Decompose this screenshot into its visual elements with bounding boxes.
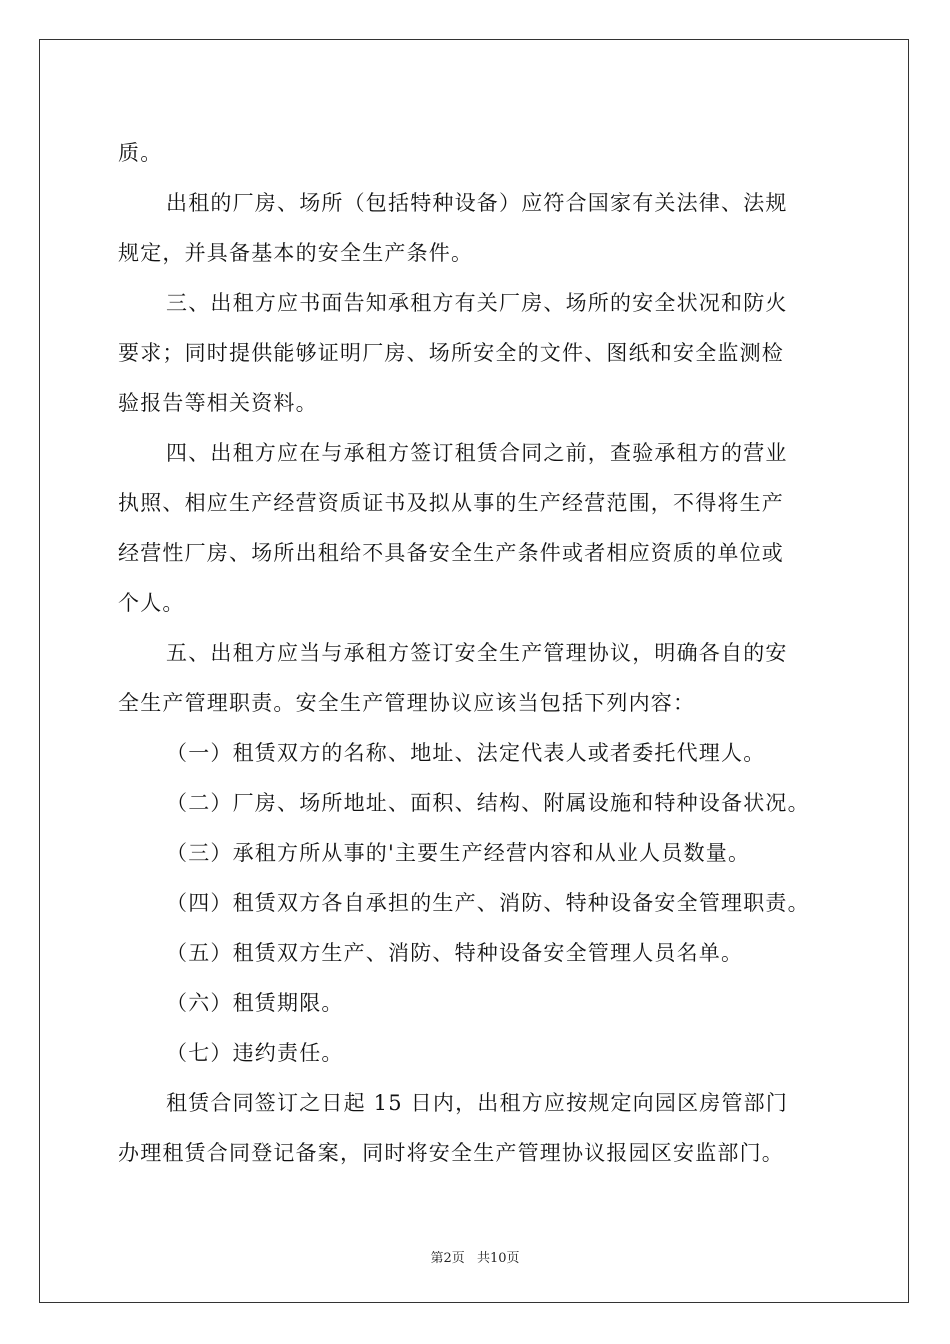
list-item: （四）租赁双方各自承担的生产、消防、特种设备安全管理职责。 (166, 891, 810, 915)
list-item: （五）租赁双方生产、消防、特种设备安全管理人员名单。 (166, 941, 744, 965)
list-item: （六）租赁期限。 (166, 991, 344, 1015)
text-line: 五、出租方应当与承租方签订安全生产管理协议，明确各自的安 (166, 641, 788, 665)
text-line: 出租的厂房、场所（包括特种设备）应符合国家有关法律、法规 (166, 191, 788, 215)
page-footer (0, 1247, 950, 1266)
text-line: 要求；同时提供能够证明厂房、场所安全的文件、图纸和安全监测检 (118, 341, 784, 365)
text-line: 三、出租方应书面告知承租方有关厂房、场所的安全状况和防火 (166, 291, 788, 315)
text-line: 个人。 (118, 591, 185, 615)
list-item: （七）违约责任。 (166, 1041, 344, 1065)
list-item: （二）厂房、场所地址、面积、结构、附属设施和特种设备状况。 (166, 791, 810, 815)
list-item: （三）承租方所从事的'主要生产经营内容和从业人员数量。 (166, 841, 751, 865)
text-line: 质。 (118, 141, 163, 165)
text-line: 经营性厂房、场所出租给不具备安全生产条件或者相应资质的单位或 (118, 541, 784, 565)
text-line: 规定，并具备基本的安全生产条件。 (118, 241, 474, 265)
document-body (118, 128, 858, 1178)
list-item: （一）租赁双方的名称、地址、法定代表人或者委托代理人。 (166, 741, 766, 765)
text-line: 验报告等相关资料。 (118, 391, 318, 415)
text-line: 四、出租方应在与承租方签订租赁合同之前，查验承租方的营业 (166, 441, 788, 465)
page-number: 第2页 (430, 1251, 465, 1266)
page-total: 共10页 (476, 1251, 520, 1266)
text-line: 全生产管理职责。安全生产管理协议应该当包括下列内容： (118, 691, 696, 715)
text-line: 执照、相应生产经营资质证书及拟从事的生产经营范围，不得将生产 (118, 491, 784, 515)
text-line: 办理租赁合同登记备案，同时将安全生产管理协议报园区安监部门。 (118, 1141, 784, 1165)
text-line: 租赁合同签订之日起 15 日内，出租方应按规定向园区房管部门 (166, 1091, 789, 1115)
